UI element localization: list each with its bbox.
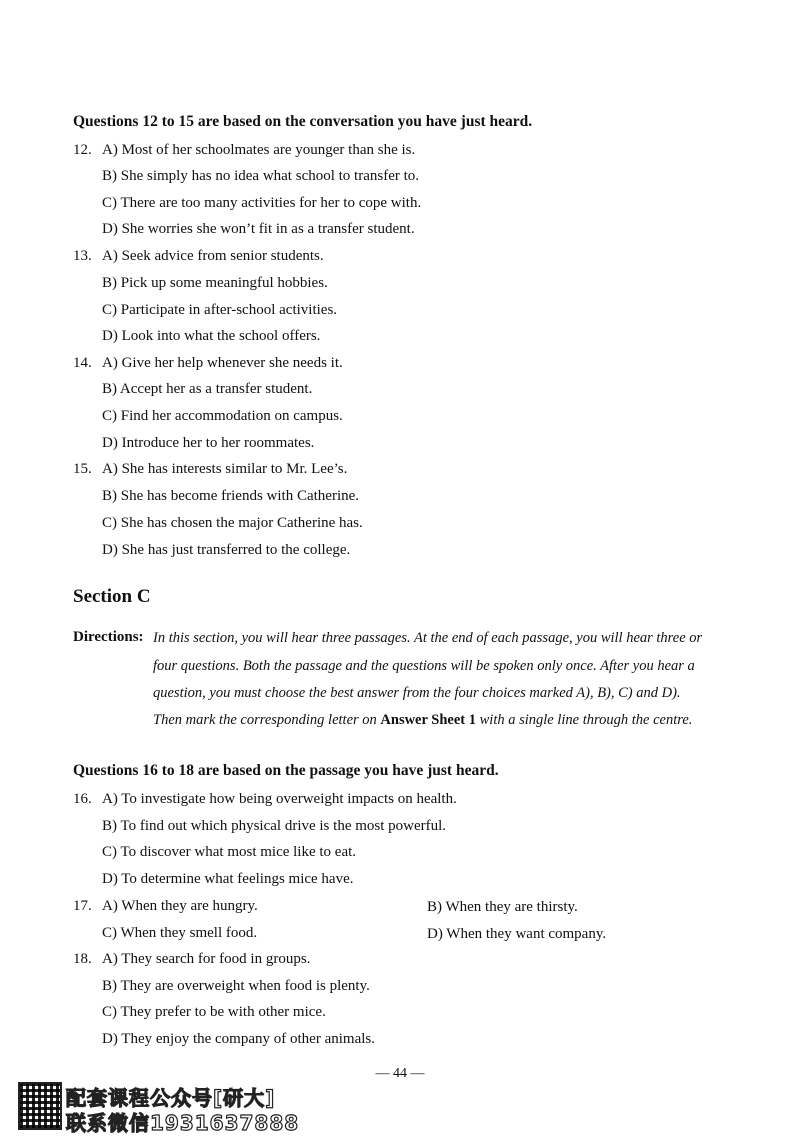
option-a: A) She has interests similar to Mr. Lee’s. [102, 461, 348, 477]
option-c: C) They prefer to be with other mice. [102, 1004, 326, 1020]
page-number: — 44 — [375, 1066, 425, 1081]
directions-line-2: four questions. Both the passage and the questions will be spoken only once. After you hear a [153, 658, 695, 674]
question-group-heading: Questions 16 to 18 are based on the passage you have just heard. [73, 762, 499, 779]
footer-watermark [18, 1082, 308, 1135]
option-d: D) She has just transferred to the college. [102, 542, 351, 558]
option-a: A) Most of her schoolmates are younger than she is. [102, 142, 416, 158]
option-b: B) They are overweight when food is plenty. [102, 978, 370, 994]
directions-line-4 [153, 711, 692, 729]
directions-label: Directions: [73, 629, 144, 645]
option-c: C) To discover what most mice like to eat. [102, 844, 357, 860]
option-b: B) She simply has no idea what school to transfer to. [102, 168, 420, 184]
watermark-line-1: 配套课程公众号[研大] [66, 1086, 276, 1110]
section-title: Section C [73, 586, 151, 607]
qr-code-icon [18, 1082, 62, 1130]
option-d: D) They enjoy the company of other animals. [102, 1031, 375, 1047]
answer-sheet-label: Answer Sheet 1 [380, 712, 476, 728]
question-number: 12. [73, 142, 92, 158]
option-c: C) Participate in after-school activities. [102, 302, 338, 318]
directions-text-end: with a single line through the centre. [479, 712, 693, 728]
option-b: B) She has become friends with Catherine. [102, 488, 360, 504]
option-c: C) When they smell food. [102, 925, 258, 941]
option-b: B) Pick up some meaningful hobbies. [102, 275, 328, 291]
option-b: B) To find out which physical drive is the most powerful. [102, 818, 447, 834]
option-a: A) When they are hungry. [102, 898, 258, 914]
option-a: A) Seek advice from senior students. [102, 248, 324, 264]
directions-line-1: In this section, you will hear three passages. At the end of each passage, you will hear three or [153, 630, 703, 646]
option-d: D) When they want company. [427, 926, 607, 942]
option-d: D) She worries she won’t fit in as a transfer student. [102, 221, 415, 237]
question-number: 13. [73, 248, 92, 264]
option-b: B) Accept her as a transfer student. [102, 381, 313, 397]
question-group-heading: Questions 12 to 15 are based on the conversation you have just heard. [73, 113, 533, 130]
question-number: 16. [73, 791, 92, 807]
question-number: 14. [73, 355, 92, 371]
option-a: A) They search for food in groups. [102, 951, 311, 967]
question-number: 15. [73, 461, 92, 477]
directions-line-3: question, you must choose the best answer from the four choices marked A), B), C) and D). [153, 685, 681, 701]
option-c: C) There are too many activities for her to cope with. [102, 195, 422, 211]
directions-text: Then mark the corresponding letter on [153, 712, 377, 728]
option-d: D) Introduce her to her roommates. [102, 435, 315, 451]
option-d: D) To determine what feelings mice have. [102, 871, 354, 887]
option-c: C) She has chosen the major Catherine has. [102, 515, 363, 531]
question-number: 17. [73, 898, 92, 914]
option-c: C) Find her accommodation on campus. [102, 408, 343, 424]
option-d: D) Look into what the school offers. [102, 328, 321, 344]
watermark-line-2: 联系微信1931637888 [66, 1111, 300, 1135]
question-number: 18. [73, 951, 92, 967]
option-a: A) To investigate how being overweight impacts on health. [102, 791, 457, 807]
option-a: A) Give her help whenever she needs it. [102, 355, 343, 371]
option-b: B) When they are thirsty. [427, 899, 578, 915]
